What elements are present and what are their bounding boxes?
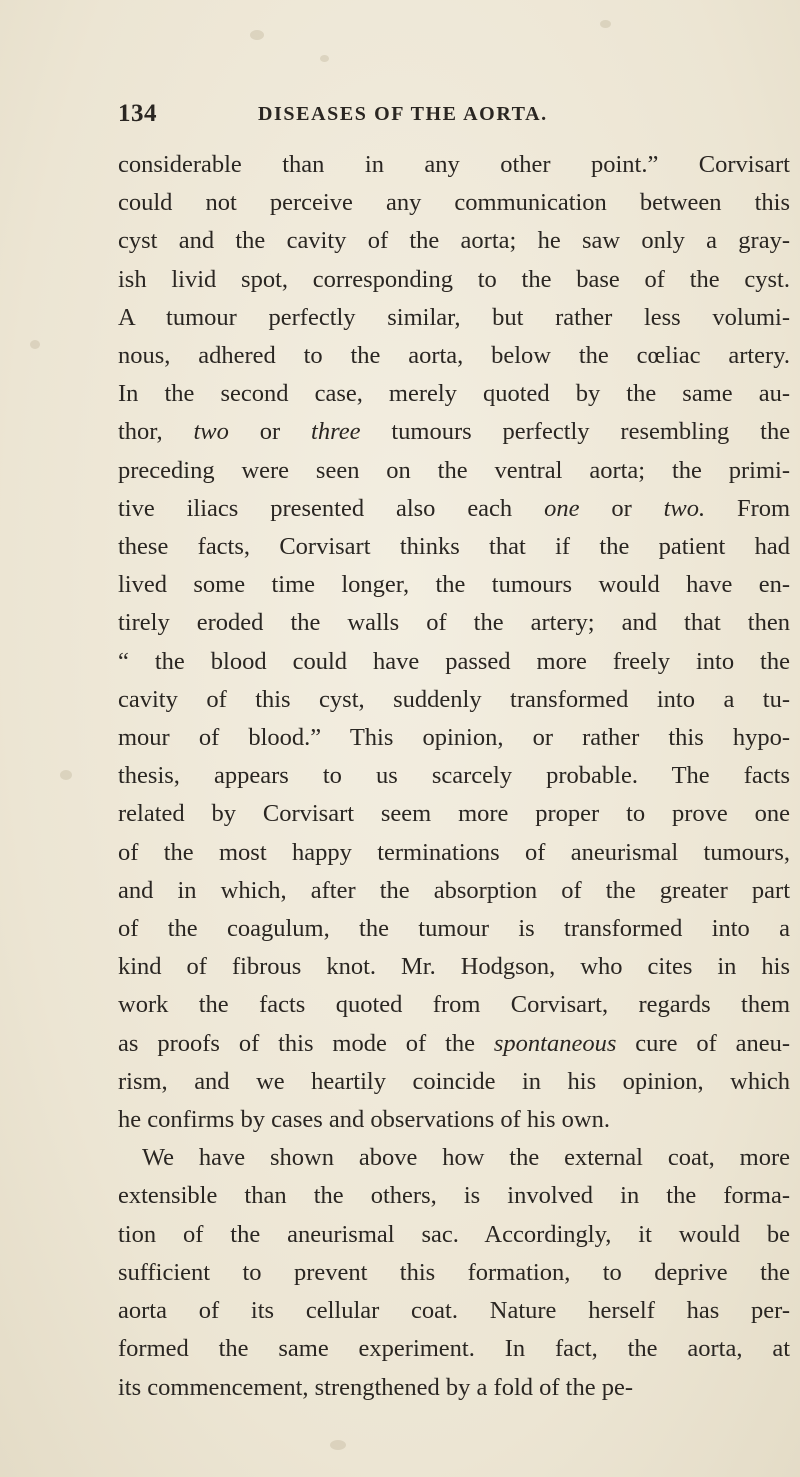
text-line: In the second case, merely quoted by the same au- bbox=[118, 380, 790, 408]
text-line: mour of blood.” This opinion, or rather this hypo- bbox=[118, 724, 790, 752]
text-line: sufficient to prevent this formation, to deprive the bbox=[118, 1258, 790, 1286]
text-line: tirely eroded the walls of the artery; and that then bbox=[118, 609, 790, 637]
text-line: related by Corvisart seem more proper to prove one bbox=[118, 800, 790, 828]
page-header bbox=[118, 100, 758, 130]
text-line: considerable than in any other point.” Corvisart bbox=[118, 151, 790, 178]
text-line: We have shown above how the external coat, more bbox=[142, 1144, 790, 1172]
text-line: tive iliacs presented also each one or two. From bbox=[118, 494, 791, 522]
text-line: of the most happy terminations of aneurismal tumours, bbox=[118, 838, 790, 866]
body-text bbox=[118, 146, 790, 1407]
text-line: and in which, after the absorption of the greater part bbox=[118, 876, 790, 904]
foxing-spot bbox=[600, 20, 611, 28]
page-number: 134 bbox=[118, 100, 157, 127]
foxing-spot bbox=[60, 770, 72, 780]
text-line: could not perceive any communication between this bbox=[118, 189, 790, 217]
text-line: extensible than the others, is involved in the forma- bbox=[118, 1182, 790, 1210]
text-line: its commencement, strengthened by a fold of the pe- bbox=[118, 1373, 634, 1401]
text-line: lived some time longer, the tumours would have en- bbox=[118, 571, 790, 599]
text-line: cyst and the cavity of the aorta; he saw only a gray- bbox=[118, 227, 790, 255]
text-line: formed the same experiment. In fact, the aorta, at bbox=[118, 1335, 790, 1363]
text-line: of the coagulum, the tumour is transformed into a bbox=[118, 915, 790, 943]
text-line: rism, and we heartily coincide in his opinion, which bbox=[118, 1067, 790, 1095]
foxing-spot bbox=[320, 55, 329, 62]
foxing-spot bbox=[250, 30, 264, 40]
text-line: thor, two or three tumours perfectly resembling the bbox=[118, 418, 791, 446]
text-line: aorta of its cellular coat. Nature herself has per- bbox=[118, 1297, 790, 1325]
text-line: thesis, appears to us scarcely probable. The facts bbox=[118, 762, 790, 790]
running-head: DISEASES OF THE AORTA. bbox=[258, 103, 548, 125]
text-line: kind of fibrous knot. Mr. Hodgson, who cites in his bbox=[118, 953, 790, 981]
text-line: work the facts quoted from Corvisart, regards them bbox=[118, 991, 790, 1019]
foxing-spot bbox=[30, 340, 40, 349]
text-line: ish livid spot, corresponding to the base of the cyst. bbox=[118, 265, 790, 293]
text-line: tion of the aneurismal sac. Accordingly, it would be bbox=[118, 1220, 790, 1248]
text-line: he confirms by cases and observations of his own. bbox=[118, 1106, 610, 1134]
text-line: preceding were seen on the ventral aorta; the primi- bbox=[118, 456, 790, 484]
text-line: these facts, Corvisart thinks that if the patient had bbox=[118, 533, 790, 561]
foxing-spot bbox=[330, 1440, 346, 1450]
text-line: as proofs of this mode of the spontaneous cure of aneu- bbox=[118, 1029, 791, 1057]
text-line: cavity of this cyst, suddenly transformed into a tu- bbox=[118, 685, 790, 713]
text-line: nous, adhered to the aorta, below the cœliac artery. bbox=[118, 342, 790, 370]
text-line: “ the blood could have passed more freely into the bbox=[118, 647, 790, 675]
text-line: A tumour perfectly similar, but rather less volumi- bbox=[118, 303, 790, 331]
